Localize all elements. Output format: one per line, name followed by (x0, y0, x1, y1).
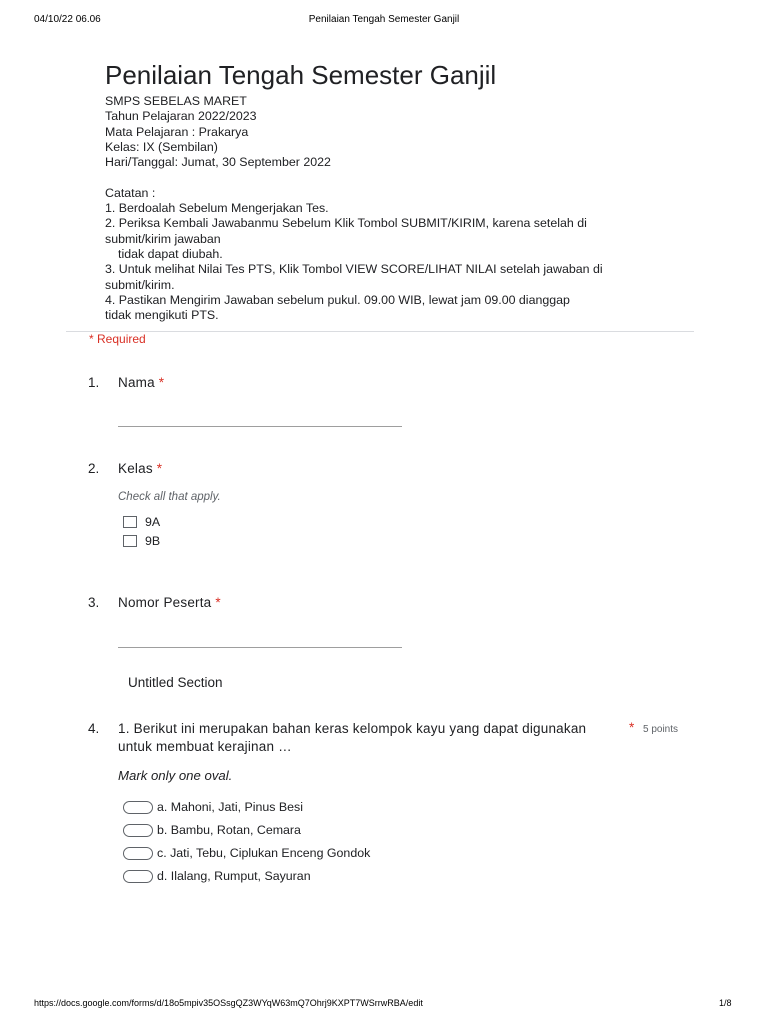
option-label-a: a. Mahoni, Jati, Pinus Besi (157, 800, 304, 814)
checkbox-9b[interactable] (123, 535, 137, 547)
question-number: 4. (88, 721, 100, 736)
description-line: Catatan : (105, 185, 156, 200)
question-number: 3. (88, 595, 100, 610)
question-number: 2. (88, 461, 100, 476)
question-title-line-2: untuk membuat kerajinan … (118, 739, 292, 754)
print-page-number: 1/8 (719, 998, 732, 1008)
radio-option-d[interactable] (123, 870, 153, 883)
print-url: https://docs.google.com/forms/d/18o5mpiv35OSsgQZ3WYqW63mQ7Ohrj9KXPT7WSrrwRBA/edit (34, 998, 423, 1008)
description-line: SMPS SEBELAS MARET (105, 94, 247, 108)
description-line: Tahun Pelajaran 2022/2023 (105, 109, 257, 124)
description-line: 2. Periksa Kembali Jawabanmu Sebelum Klik Tombol SUBMIT/KIRIM, karena setelah di (105, 216, 587, 231)
option-label-9a: 9A (145, 515, 161, 529)
print-page-title: Penilaian Tengah Semester Ganjil (308, 14, 460, 25)
description-line: 1. Berdoalah Sebelum Mengerjakan Tes. (105, 201, 329, 216)
section-title: Untitled Section (128, 675, 223, 690)
header-divider (66, 331, 694, 332)
required-star: * (158, 375, 165, 390)
description-line: submit/kirim jawaban (105, 231, 221, 246)
question-title-nomor-peserta (118, 595, 221, 610)
option-label-b: b. Bambu, Rotan, Cemara (157, 823, 301, 837)
radio-option-b[interactable] (123, 824, 153, 837)
checkbox-hint: Check all that apply. (118, 491, 221, 503)
form-description (105, 94, 603, 323)
points-label: 5 points (643, 724, 679, 735)
required-star: * (156, 461, 163, 476)
nama-input[interactable] (118, 426, 402, 427)
checkbox-9a[interactable] (123, 516, 137, 528)
required-star: * (215, 595, 221, 610)
description-line: Hari/Tanggal: Jumat, 30 September 2022 (105, 155, 331, 170)
question-title-line-1: 1. Berikut ini merupakan bahan keras kelompok kayu yang dapat digunakan (118, 721, 587, 736)
question-title-kelas (118, 461, 162, 476)
question-title-text: Kelas (118, 461, 153, 476)
description-line: Mata Pelajaran : Prakarya (105, 124, 249, 139)
option-label-c: c. Jati, Tebu, Ciplukan Enceng Gondok (157, 846, 371, 860)
form-title: Penilaian Tengah Semester Ganjil (105, 60, 497, 90)
question-title-text: Nomor Peserta (118, 595, 212, 610)
question-number: 1. (88, 375, 100, 390)
description-line (105, 170, 603, 185)
description-line: tidak dapat diubah. (118, 246, 223, 261)
description-line: 3. Untuk melihat Nilai Tes PTS, Klik Tombol VIEW SCORE/LIHAT NILAI setelah jawaban di (105, 262, 603, 277)
option-label-9b: 9B (145, 534, 161, 548)
question-title-nama (118, 375, 164, 390)
print-datetime: 04/10/22 06.06 (34, 14, 101, 25)
question-title-text: Nama (118, 375, 155, 390)
required-star: * (629, 720, 635, 735)
radio-option-c[interactable] (123, 847, 153, 860)
nomor-peserta-input[interactable] (118, 647, 402, 648)
description-line: Kelas: IX (Sembilan) (105, 139, 218, 154)
description-line: submit/kirim. (105, 277, 175, 292)
oval-hint: Mark only one oval. (118, 768, 233, 783)
radio-option-a[interactable] (123, 801, 153, 814)
option-label-d: d. Ilalang, Rumput, Sayuran (157, 869, 311, 883)
required-note: * Required (89, 332, 146, 346)
description-line: tidak mengikuti PTS. (105, 308, 219, 323)
description-line: 4. Pastikan Mengirim Jawaban sebelum pukul. 09.00 WIB, lewat jam 09.00 dianggap (105, 292, 570, 307)
